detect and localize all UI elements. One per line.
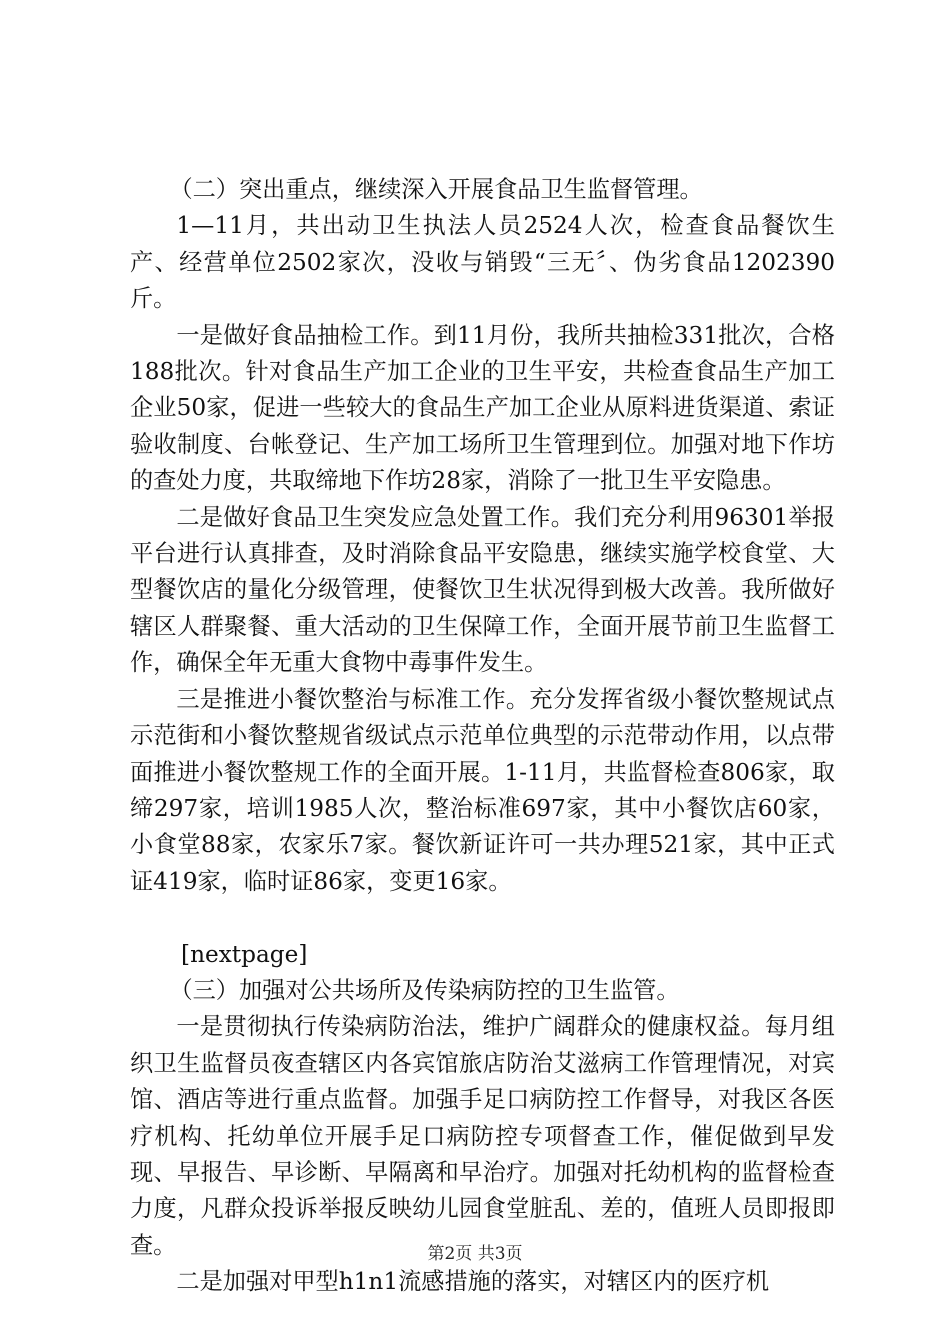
paragraph-emergency-response: 二是做好食品卫生突发应急处置工作。我们充分利用96301举报平台进行认真排查，及时消除食品平安隐患，继续实施学校食堂、大型餐饮店的量化分级管理，使餐饮卫生状况得到极大改善。我所做好辖区人群聚餐、重大活动的卫生保障工作，全面开展节前卫生监督工作，确保全年无重大食物中毒事件发生。 — [130, 503, 835, 677]
page-footer: 第2页 共3页 — [427, 1244, 523, 1264]
nextpage-marker: [nextpage] — [181, 940, 308, 968]
document-body — [130, 172, 835, 1301]
paragraph-infectious-disease: 一是贯彻执行传染病防治法，维护广阔群众的健康权益。每月组织卫生监督员夜查辖区内各宾馆旅店防治艾滋病工作管理情况，对宾馆、酒店等进行重点监督。加强手足口病防控工作督导，对我区各医疗机构、托幼单位开展手足口病防控专项督查工作，催促做到早发现、早报告、早诊断、早隔离和早治疗。加强对托幼机构的监督检查力度，凡群众投诉举报反映幼儿园食堂脏乱、差的，值班人员即报即查。 — [130, 1013, 835, 1259]
section-heading-public-places: （三）加强对公共场所及传染病防控的卫生监管。 — [169, 976, 680, 1004]
paragraph-small-catering: 三是推进小餐饮整治与标准工作。充分发挥省级小餐饮整规试点示范街和小餐饮整规省级试点示范单位典型的示范带动作用，以点带面推进小餐饮整规工作的全面开展。1-11月，共监督检查806家，取缔297家，培训1985人次，整治标准697家，其中小餐饮店60家，小食堂88家，农家乐7家。餐饮新证许可一共办理521家，其中正式证419家，临时证86家，变更16家。 — [130, 685, 835, 895]
paragraph-spacer — [130, 900, 835, 936]
paragraph-h1n1: 二是加强对甲型h1n1流感措施的落实，对辖区内的医疗机 — [176, 1268, 770, 1296]
section-heading-food-hygiene: （二）突出重点，继续深入开展食品卫生监督管理。 — [169, 176, 703, 203]
paragraph-food-sampling: 一是做好食品抽检工作。到11月份，我所共抽检331批次，合格188批次。针对食品生产加工企业的卫生平安，共检查食品生产加工企业50家，促进一些较大的食品生产加工企业从原料进货渠道、索证验收制度、台帐登记、生产加工场所卫生管理到位。加强对地下作坊的查处力度，共取缔地下作坊28家，消除了一批卫生平安隐患。 — [130, 321, 835, 495]
paragraph-summary-stats: 1—11月，共出动卫生执法人员2524人次，检查食品餐饮生产、经营单位2502家次，没收与销毁“三无〞、伪劣食品1202390斤。 — [130, 212, 835, 313]
